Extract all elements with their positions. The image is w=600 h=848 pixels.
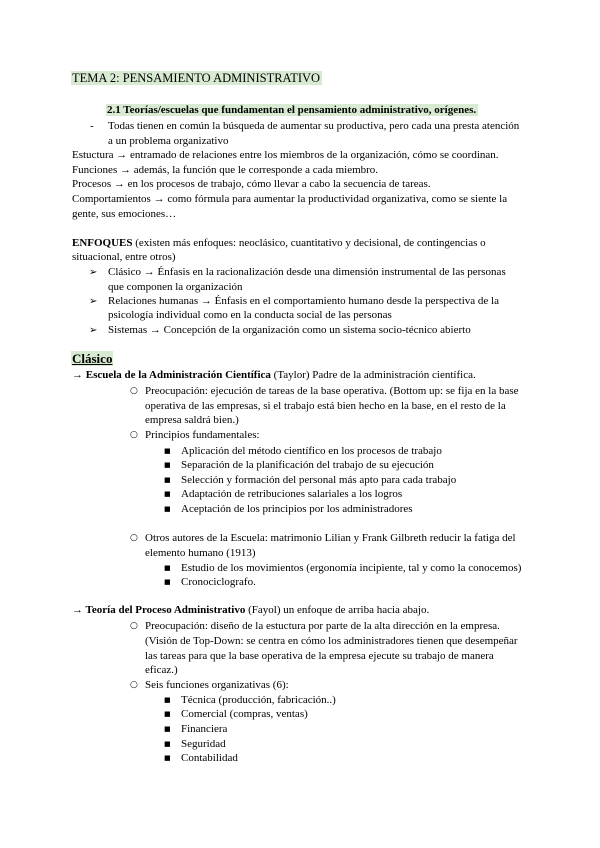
dimension-line-continuation: gente, sus emociones… bbox=[72, 208, 177, 220]
square-bullet-icon: ■ bbox=[164, 754, 171, 762]
intro-line: a un problema organizativo bbox=[108, 135, 229, 147]
principio-item: Adaptación de retribuciones salariales a los logros bbox=[181, 488, 403, 500]
square-bullet-icon: ■ bbox=[164, 710, 171, 718]
circle-bullet-icon: ○ bbox=[130, 621, 138, 631]
otros-item: Estudio de los movimientos (ergonomía incipiente, tal y como la conocemos) bbox=[181, 562, 522, 574]
principio-item: Aceptación de los principios por los administradores bbox=[181, 503, 413, 515]
otros-item: Cronociclografo. bbox=[181, 576, 256, 588]
school-title-taylor bbox=[72, 368, 476, 383]
square-bullet-icon: ■ bbox=[164, 578, 171, 586]
taylor-preocupacion-line: empresa saldrá bien.) bbox=[145, 414, 239, 426]
principio-item: Selección y formación del personal más apto para cada trabajo bbox=[181, 474, 457, 486]
circle-bullet-icon: ○ bbox=[130, 430, 138, 440]
fayol-funciones-label: Seis funciones organizativas (6): bbox=[145, 679, 289, 691]
dimension-line-comportamientos: Comportamientos → como fórmula para aumentar la productividad organizativa, como se siente la bbox=[72, 193, 508, 205]
arrow-bullet-icon: ➢ bbox=[89, 267, 98, 278]
square-bullet-icon: ■ bbox=[164, 447, 171, 455]
square-bullet-icon: ■ bbox=[164, 476, 171, 484]
square-bullet-icon: ■ bbox=[164, 725, 171, 733]
circle-bullet-icon: ○ bbox=[130, 680, 138, 690]
taylor-preocupacion-line: Preocupación: ejecución de tareas de la base operativa. (Bottom up: se fija en la base bbox=[145, 385, 519, 397]
enfoque-item-relaciones: Relaciones humanas → Énfasis en el comportamiento humano desde la perspectiva de la bbox=[108, 295, 499, 307]
dimension-line-procesos: Procesos → en los procesos de trabajo, cómo llevar a cabo la secuencia de tareas. bbox=[72, 178, 431, 190]
intro-line: Todas tienen en común la búsqueda de aumentar su productiva, pero cada una presta atención bbox=[108, 120, 520, 132]
section-subtitle-text: 2.1 Teorías/escuelas que fundamentan el pensamiento administrativo, orígenes. bbox=[107, 104, 477, 116]
enfoque-item-sistemas: Sistemas → Concepción de la organización como un sistema socio-técnico abierto bbox=[108, 324, 471, 336]
taylor-otros-line: elemento humano (1913) bbox=[145, 547, 256, 559]
taylor-otros-line: Otros autores de la Escuela: matrimonio Lilian y Frank Gilbreth reducir la fatiga del bbox=[145, 532, 516, 544]
funcion-item: Contabilidad bbox=[181, 752, 238, 764]
section-subtitle bbox=[107, 103, 478, 118]
enfoques-paragraph bbox=[72, 236, 486, 251]
intro-dash-marker: - bbox=[90, 120, 94, 132]
taylor-principios-label: Principios fundamentales: bbox=[145, 429, 260, 441]
section-heading-clasico-text: Clásico bbox=[72, 351, 113, 366]
school-name: → Escuela de la Administración Científica bbox=[72, 369, 271, 381]
square-bullet-icon: ■ bbox=[164, 564, 171, 572]
school-name: → Teoría del Proceso Administrativo bbox=[72, 604, 246, 616]
fayol-preocupacion-line: (Visión de Top-Down: se centra en cómo los administradores tienen que desempeñar bbox=[145, 635, 518, 647]
enfoque-item-clasico-cont: que componen la organización bbox=[108, 281, 243, 293]
square-bullet-icon: ■ bbox=[164, 490, 171, 498]
fayol-preocupacion-line: las tareas para que la base operativa de la empresa ejecute su trabajo de manera bbox=[145, 650, 494, 662]
square-bullet-icon: ■ bbox=[164, 740, 171, 748]
enfoque-item-relaciones-cont: psicología individual como en la conducta social de las personas bbox=[108, 309, 392, 321]
square-bullet-icon: ■ bbox=[164, 461, 171, 469]
arrow-bullet-icon: ➢ bbox=[89, 325, 98, 336]
dimension-line-estructura: Estuctura → entramado de relaciones entre los miembros de la organización, cómo se coordinan. bbox=[72, 149, 499, 161]
school-description: (Taylor) Padre de la administración científica. bbox=[273, 369, 476, 381]
funcion-item: Financiera bbox=[181, 723, 228, 735]
page-title bbox=[72, 70, 322, 87]
section-heading-clasico bbox=[72, 350, 113, 367]
fayol-preocupacion-line: Preocupación: diseño de la estuctura por parte de la alta dirección en la empresa. bbox=[145, 620, 500, 632]
principio-item: Aplicación del método científico en los procesos de trabajo bbox=[181, 445, 442, 457]
enfoques-label: ENFOQUES bbox=[72, 237, 133, 249]
principio-item: Separación de la planificación del trabajo de su ejecución bbox=[181, 459, 434, 471]
funcion-item: Seguridad bbox=[181, 738, 226, 750]
arrow-bullet-icon: ➢ bbox=[89, 296, 98, 307]
page-title-text: TEMA 2: PENSAMIENTO ADMINISTRATIVO bbox=[72, 71, 321, 85]
circle-bullet-icon: ○ bbox=[130, 386, 138, 396]
circle-bullet-icon: ○ bbox=[130, 533, 138, 543]
funcion-item: Técnica (producción, fabricación..) bbox=[181, 694, 336, 706]
fayol-preocupacion-line: eficaz.) bbox=[145, 664, 178, 676]
school-title-fayol bbox=[72, 603, 429, 618]
school-description: (Fayol) un enfoque de arriba hacia abajo. bbox=[248, 604, 430, 616]
funcion-item: Comercial (compras, ventas) bbox=[181, 708, 308, 720]
enfoques-note-line: situacional, entre otros) bbox=[72, 251, 176, 263]
square-bullet-icon: ■ bbox=[164, 505, 171, 513]
dimension-line-funciones: Funciones → además, la función que le corresponde a cada miembro. bbox=[72, 164, 379, 176]
square-bullet-icon: ■ bbox=[164, 696, 171, 704]
enfoque-item-clasico: Clásico → Énfasis en la racionalización desde una dimensión instrumental de las personas bbox=[108, 266, 506, 278]
taylor-preocupacion-line: operativa de las empresas, si el trabajo está bien hecho en la base, en el resto de la bbox=[145, 400, 506, 412]
enfoques-note: (existen más enfoques: neoclásico, cuantitativo y decisional, de contingencias o bbox=[135, 237, 486, 249]
